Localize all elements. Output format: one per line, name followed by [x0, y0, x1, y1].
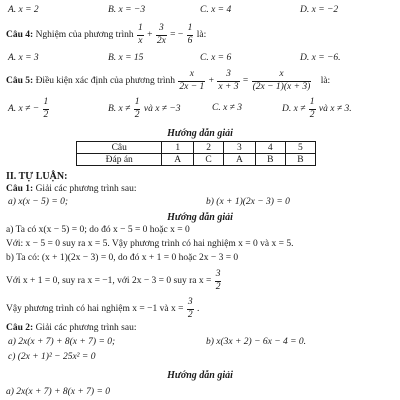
q4-option-c: C. x = 6: [200, 53, 232, 63]
table-cell: A: [224, 154, 256, 166]
table-cell: C: [194, 154, 224, 166]
prev-option-a: A. x = 2: [8, 5, 39, 15]
q4-option-b: B. x = 15: [108, 53, 144, 63]
q4-option-d: D. x = −6.: [300, 53, 341, 63]
equals-sign: = −: [170, 30, 184, 41]
table-cell: B: [255, 154, 285, 166]
solution-line-4: Với x + 1 = 0, suy ra x = −1, với 2x − 3 = 0 suy ra x = $\frac{3}{2}$: [6, 269, 221, 292]
table-cell: 5: [285, 142, 315, 154]
section-heading: II. TỰ LUẬN:: [6, 171, 68, 182]
prev-option-b: B. x = −3: [108, 5, 146, 15]
question-4: [6, 24, 206, 46]
q5-option-d: D. x ≠ $\frac{1}{2}$ và x ≠ 3.: [282, 97, 352, 120]
equals-sign: =: [242, 76, 249, 87]
q4-fraction-2: $\frac{3}{2x}$: [156, 23, 166, 46]
exercise-2-c: c) (2x + 1)² − 25x² = 0: [8, 352, 96, 362]
table-cell: A: [162, 154, 194, 166]
exercise-2-a: a) 2x(x + 7) + 8(x + 7) = 0;: [8, 337, 116, 347]
guide-heading-1: Hướng dẫn giải: [167, 128, 233, 139]
exercise-1-b: b) (x + 1)(2x − 3) = 0: [206, 197, 290, 207]
solution-line-1: a) Ta có x(x − 5) = 0; do đó x − 5 = 0 hoặc x = 0: [6, 225, 190, 235]
q4-fraction-1: $\frac{1}{x}$: [137, 23, 143, 46]
question-5-label: Câu 5:: [6, 76, 34, 87]
question-5-text: Điều kiện xác định của phương trình: [35, 76, 176, 87]
question-5: [6, 70, 330, 92]
q5-fraction-1: $\frac{x}{2x - 1}$: [179, 69, 205, 92]
table-cell: 2: [194, 142, 224, 154]
q4-fraction-3: $\frac{1}{6}$: [187, 23, 193, 46]
exercise-1: Câu 1: Giải các phương trình sau:: [6, 184, 137, 194]
solution-line-2: Với: x − 5 = 0 suy ra x = 5. Vậy phương trình có hai nghiệm x = 0 và x = 5.: [6, 239, 294, 249]
table-header-row: [77, 142, 316, 154]
solution-line-5: Vậy phương trình có hai nghiệm x = −1 và x = $\frac{3}{2}$ .: [6, 297, 200, 320]
table-cell: 4: [255, 142, 285, 154]
plus-sign: +: [147, 30, 153, 41]
q5-tail: là:: [320, 76, 331, 87]
table-cell: Câu: [77, 142, 162, 154]
table-cell: 3: [224, 142, 256, 154]
prev-option-d: D. x = −2: [300, 5, 339, 15]
table-cell: B: [285, 154, 315, 166]
q4-tail: là:: [196, 30, 207, 41]
exercise-2-b: b) x(3x + 2) − 6x − 4 = 0.: [206, 337, 307, 347]
plus-sign: +: [208, 76, 215, 87]
solution-last-line: a) 2x(x + 7) + 8(x + 7) = 0: [6, 387, 110, 397]
q5-option-a: A. x ≠ − $\frac{1}{2}$: [8, 97, 49, 120]
q4-option-a: A. x = 3: [8, 53, 39, 63]
guide-heading-2: Hướng dẫn giải: [167, 212, 233, 223]
question-4-text: Nghiệm của phương trình: [35, 30, 134, 41]
answer-table: [76, 141, 316, 166]
exercise-1-a: a) x(x − 5) = 0;: [8, 197, 69, 207]
table-cell: 1: [162, 142, 194, 154]
q5-fraction-2: $\frac{3}{x + 3}$: [218, 69, 239, 92]
prev-option-c: C. x = 4: [200, 5, 232, 15]
q5-fraction-3: $\frac{x}{(2x - 1)(x + 3)}$: [252, 69, 311, 92]
exercise-2: Câu 2: Giải các phương trình sau:: [6, 323, 137, 333]
solution-line-3: b) Ta có: (x + 1)(2x − 3) = 0, do đó x + 1 = 0 hoặc 2x − 3 = 0: [6, 253, 239, 263]
table-row: [77, 154, 316, 166]
q5-option-c: C. x ≠ 3: [212, 103, 243, 113]
question-4-label: Câu 4:: [6, 30, 34, 41]
guide-heading-3: Hướng dẫn giải: [167, 370, 233, 381]
q5-option-b: B. x ≠ $\frac{1}{2}$ và x ≠ −3: [108, 97, 181, 120]
table-cell: Đáp án: [77, 154, 162, 166]
